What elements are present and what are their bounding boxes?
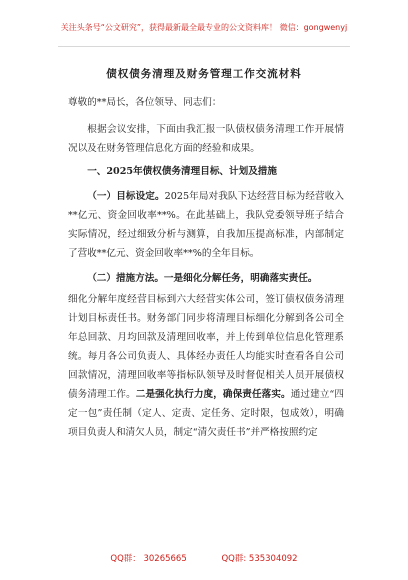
measures-text-continued: 通过建立“四定一包”责任制（定人、定责、定任务、定时限，包成效），明确项目负责人和清欠人员，制定“清欠责任书”并严格按照约定 <box>68 389 345 438</box>
document-title: 债权债务清理及财务管理工作交流材料 <box>106 68 302 80</box>
measures-paragraph <box>68 290 344 442</box>
goal-label: （一）目标设定。 <box>87 191 165 202</box>
header-banner: 关注头条号“公文研究”，获得最新最全最专业的公文资料库！ 微信：gongwenyj <box>60 23 348 32</box>
goal-text: 2025年局对我队下达经营目标为经营收入**亿元、资金回收率**%。在此基础上，我队党委领导班子结合实际情况，经过细致分析与测算，自我加压提高标准，内部制定了营收**亿元、资金回收率**%的全年目标。 <box>68 191 344 259</box>
goal-paragraph <box>68 187 344 263</box>
section-heading: 一、2025年债权债务清理目标、计划及措施 <box>87 166 277 177</box>
measures-heading: （二）措施方法。一是细化分解任务，明确落实责任。 <box>87 273 318 284</box>
footer-qq-group-1: QQ群： 30265665 <box>110 554 187 564</box>
measures-bold-point: 二是强化执行力度，确保责任落实。 <box>135 389 291 400</box>
salutation: 尊敬的**局长，各位领导、同志们： <box>68 97 222 108</box>
footer-qq-group-2: QQ群: 535304092 <box>221 554 298 564</box>
document-body <box>68 93 344 442</box>
measures-text: 细化分解年度经营目标到六大经营实体公司，签订债权债务清理计划目标责任书。财务部门同步将清理目标细化分解到各公司全年总回款、月均回款及清理回收率，并上传到单位信息化管理系统。每月各公司负责人、具体经办责任人均能实时查看各自公司回款情况，清理回收率等指标队领导及时督促相关人员开展债权债务清理工作。 <box>68 294 344 400</box>
header-divider <box>58 46 350 47</box>
intro-paragraph: 根据会议安排，下面由我汇报一队债权债务清理工作开展情况以及在财务管理信息化方面的经验和成果。 <box>68 124 344 154</box>
footer-contacts <box>0 552 408 564</box>
